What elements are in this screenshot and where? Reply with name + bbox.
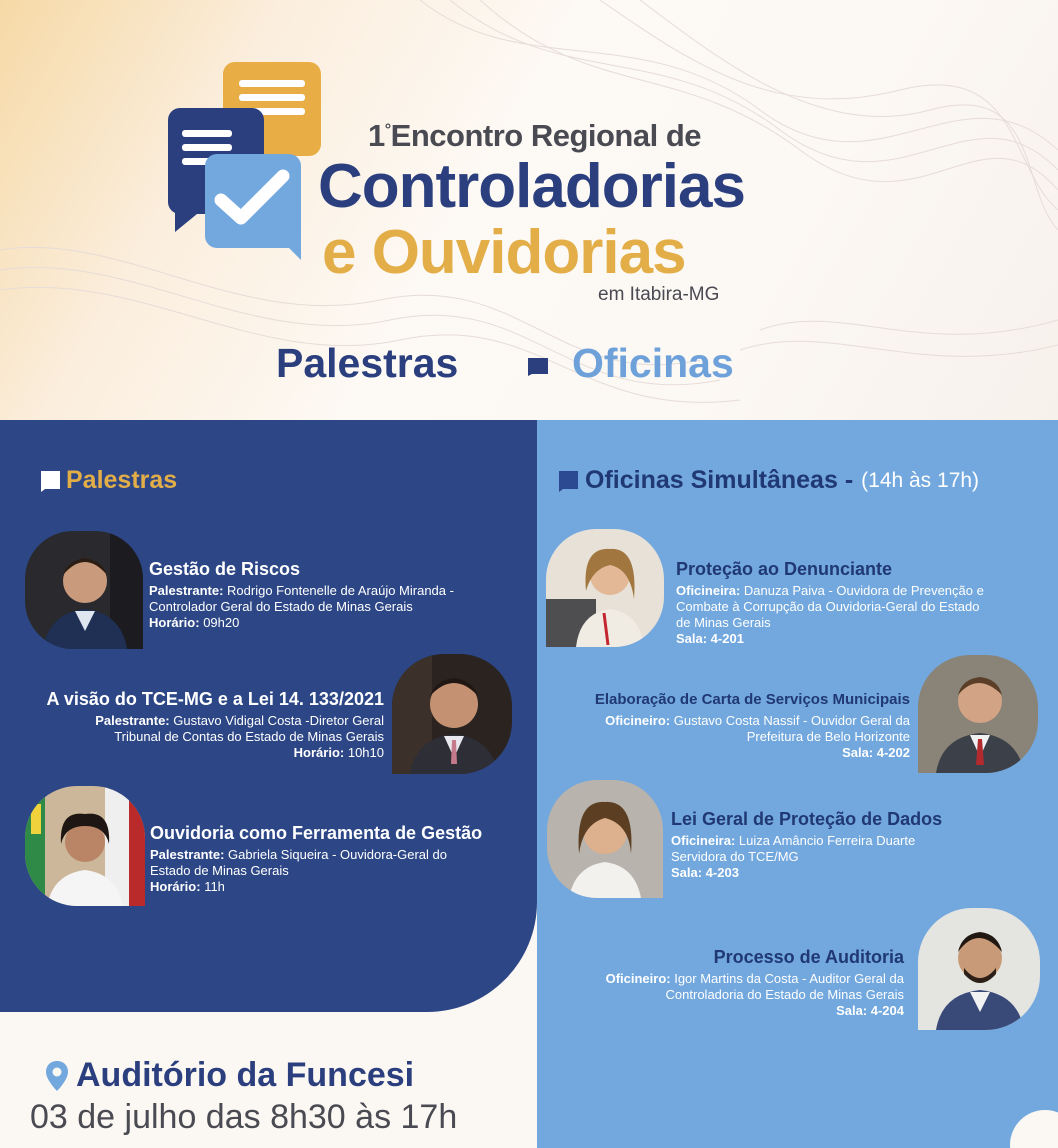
oficinas-time: (14h às 17h): [861, 468, 980, 492]
speech-bubble-icon: [38, 469, 62, 493]
oficina-item: [676, 558, 1026, 647]
palestra-item: [150, 822, 530, 895]
speaker-photo: [918, 908, 1040, 1030]
oficina-speaker-role: Controladoria do Estado de Minas Gerais: [665, 987, 904, 1002]
event-city: em Itabira-MG: [598, 284, 720, 305]
speaker-photo: [547, 780, 663, 898]
oficina-room: Sala: 4-203: [671, 865, 739, 880]
event-subtitle: [276, 338, 734, 388]
oficina-item: [671, 808, 1011, 881]
oficina-item: [558, 690, 910, 761]
oficina-speaker-role: Prefeitura de Belo Horizonte: [746, 729, 910, 744]
oficina-speaker-role: Combate à Corrupção da Ouvidoria-Geral do Estado: [676, 599, 980, 614]
palestra-speaker-role: Controlador Geral do Estado de Minas Gerais: [149, 599, 413, 614]
speaker-photo: [546, 529, 664, 647]
speaker-photo: [918, 655, 1038, 773]
speech-bubble-icon: [557, 469, 581, 493]
palestra-speaker: Palestrante: Rodrigo Fontenelle de Araújo Miranda -: [149, 583, 454, 598]
palestra-time: Horário: 11h: [150, 879, 225, 894]
oficina-room: Sala: 4-204: [836, 1003, 904, 1018]
location-pin-icon: [46, 1061, 68, 1091]
speaker-photo: [392, 654, 512, 774]
palestra-title: Ouvidoria como Ferramenta de Gestão: [150, 823, 483, 843]
oficina-speaker-role: de Minas Gerais: [676, 615, 771, 630]
speech-bubble-icon: [526, 356, 550, 376]
palestra-speaker: Palestrante: Gustavo Vidigal Costa -Diretor Geral: [95, 713, 384, 728]
subtitle-palestras: Palestras: [276, 340, 459, 386]
event-datetime: 03 de julho das 8h30 às 17h: [30, 1098, 458, 1136]
oficina-title: Elaboração de Carta de Serviços Municipais: [594, 691, 910, 708]
hero-banner: [0, 0, 1058, 420]
venue-name: Auditório da Funcesi: [46, 1056, 414, 1095]
oficina-title: Proteção ao Denunciante: [676, 559, 893, 579]
oficina-speaker: Oficineira: Danuza Paiva - Ouvidora de Prevenção e: [676, 583, 984, 598]
oficina-room: Sala: 4-201: [676, 631, 744, 646]
palestra-item: [149, 558, 519, 631]
oficinas-heading: Oficinas Simultâneas - (14h às 17h): [557, 466, 979, 495]
speaker-photo: [25, 786, 145, 906]
oficina-title: Processo de Auditoria: [713, 947, 904, 967]
palestra-title: Gestão de Riscos: [149, 559, 301, 579]
oficina-speaker: Oficineira: Luiza Amâncio Ferreira Duarte: [671, 833, 916, 848]
palestra-item: [22, 688, 384, 761]
oficina-speaker: Oficineiro: Gustavo Costa Nassif - Ouvidor Geral da: [605, 713, 910, 728]
speaker-photo: [25, 531, 143, 649]
palestra-time: Horário: 09h20: [149, 615, 240, 630]
oficina-title: Lei Geral de Proteção de Dados: [671, 809, 943, 829]
oficina-room: Sala: 4-202: [842, 745, 910, 760]
oficina-speaker-role: Servidora do TCE/MG: [671, 849, 799, 864]
event-title-line2: Controladorias: [318, 152, 745, 221]
palestra-time: Horário: 10h10: [293, 745, 384, 760]
event-title-line1: 1°Encontro Regional de: [368, 118, 702, 153]
palestra-speaker: Palestrante: Gabriela Siqueira - Ouvidora-Geral do: [150, 847, 447, 862]
oficina-speaker: Oficineiro: Igor Martins da Costa - Auditor Geral da: [605, 971, 904, 986]
palestra-speaker-role: Estado de Minas Gerais: [150, 863, 289, 878]
oficina-item: [560, 946, 904, 1019]
chat-bubbles-check-icon: [165, 60, 325, 260]
subtitle-oficinas: Oficinas: [572, 340, 734, 386]
palestra-speaker-role: Tribunal de Contas do Estado de Minas Gerais: [114, 729, 384, 744]
palestras-heading: Palestras: [38, 466, 177, 495]
event-title-line3: e Ouvidorias: [322, 218, 686, 287]
palestra-title: A visão do TCE-MG e a Lei 14. 133/2021: [46, 689, 384, 709]
